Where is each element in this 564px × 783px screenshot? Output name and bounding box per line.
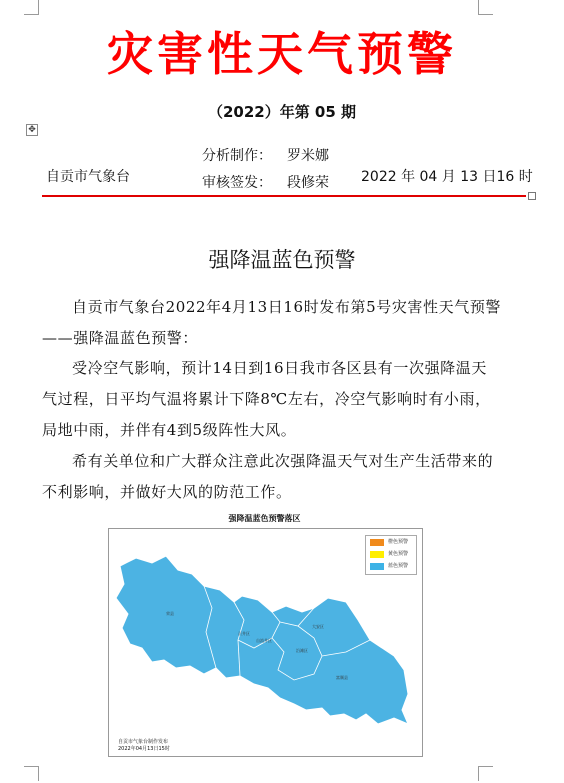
analysis-label: 分析制作： xyxy=(202,148,272,164)
paragraph-advice: 希有关单位和广大群众注意此次强降温天气对生产生活带来的不利影响，并做好大风的防范工作。 xyxy=(42,452,494,501)
county-label: 沿滩区 xyxy=(296,648,308,653)
warning-title: 强降温蓝色预警 xyxy=(208,248,356,272)
county-label: 大安区 xyxy=(312,624,324,629)
issue-number: （2022）年第 05 期 xyxy=(207,103,357,121)
legend-label: 蓝色预警 xyxy=(388,563,409,569)
review-label: 审核签发： xyxy=(202,175,272,191)
red-divider-line xyxy=(42,195,526,197)
resize-handle[interactable] xyxy=(528,192,536,200)
document-masthead-title: 灾害性天气预警 xyxy=(107,27,457,81)
page-corner-mark xyxy=(24,0,39,15)
table-move-handle-icon[interactable]: ✥ xyxy=(26,124,38,136)
county-label: 贡井区 xyxy=(238,631,250,636)
analyst-name: 罗米娜 xyxy=(287,148,329,164)
page-corner-mark xyxy=(478,0,493,15)
legend-label: 橙色预警 xyxy=(388,539,409,545)
county-label: 荣县 xyxy=(166,611,174,616)
map-title: 强降温蓝色预警落区 xyxy=(228,514,301,523)
page-corner-mark xyxy=(478,766,493,781)
legend-swatch-orange xyxy=(370,539,384,546)
legend-swatch-blue xyxy=(370,563,384,570)
paragraph-forecast: 受冷空气影响，预计14日到16日我市各区县有一次强降温天气过程，日平均气温将累计下降8℃左右，冷空气影响时有小雨，局地中雨，并伴有4到5级阵性大风。 xyxy=(42,359,491,439)
reviewer-name: 段修荣 xyxy=(287,175,329,191)
county-label: 富顺县 xyxy=(336,675,348,680)
legend-label: 黄色预警 xyxy=(388,551,409,557)
map-production-time: 2022年04月13日15时 xyxy=(118,746,170,752)
legend-swatch-yellow xyxy=(370,551,384,558)
paragraph-announcement: 自贡市气象台2022年4月13日16时发布第5号灾害性天气预警——强降温蓝色预警： xyxy=(42,298,502,347)
issuer-name: 自贡市气象台 xyxy=(46,169,130,185)
issue-time: 2022 年 04 月 13 日16 时 xyxy=(361,169,533,185)
page-corner-mark xyxy=(24,766,39,781)
map-producer: 自贡市气象台制作发布 xyxy=(118,739,169,745)
map-legend xyxy=(365,535,417,575)
county-label: 自流井区 xyxy=(256,638,272,643)
